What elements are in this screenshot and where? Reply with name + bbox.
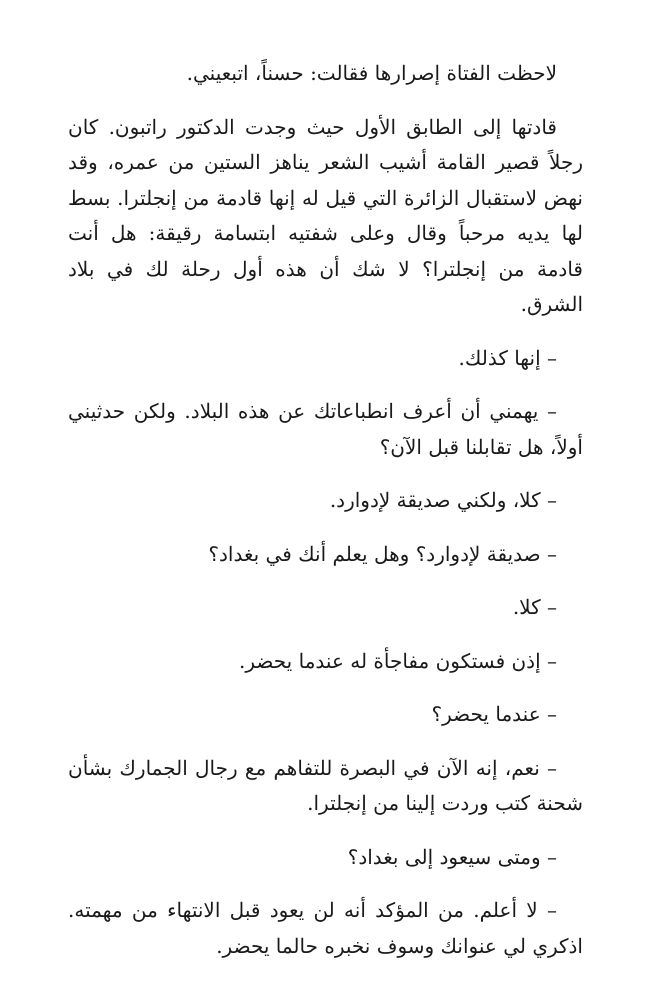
paragraph-12: – لا أعلم. من المؤكد أنه لن يعود قبل الانتهاء من مهمته. اذكري لي عنوانك وسوف نخبره حالما يحضر. (68, 898, 583, 958)
paragraph-4: – يهمني أن أعرف انطباعاتك عن هذه البلاد. ولكن حدثيني أولاً، هل تقابلنا قبل الآن؟ (68, 399, 583, 459)
paragraph-1: لاحظت الفتاة إصرارها فقالت: حسناً، اتبعيني. (186, 61, 557, 85)
paragraph-9: – عندما يحضر؟ (431, 702, 557, 726)
paragraph-6: – صديقة لإدوارد؟ وهل يعلم أنك في بغداد؟ (208, 541, 557, 566)
paragraph-5: – كلا، ولكني صديقة لإدوارد. (329, 488, 557, 512)
paragraph-8: – إذن فستكون مفاجأة له عندما يحضر. (239, 648, 557, 673)
paragraph-3: – إنها كذلك. (458, 345, 557, 370)
document-page (68, 56, 583, 982)
paragraph-7: – كلا. (512, 595, 557, 619)
paragraph-10: – نعم، إنه الآن في البصرة للتفاهم مع رجال الجمارك بشأن شحنة كتب وردت إلينا من إنجلترا. (68, 755, 583, 815)
paragraph-2: قادتها إلى الطابق الأول حيث وجدت الدكتور راتبون. كان رجلاً قصير القامة أشيب الشعر يناهز الستين من عمره، وقد نهض لاستقبال الزائرة التي قيل له إنها قادمة من إنجلترا. بسط لها يديه مرحباً وقال وعلى شفتيه ابتسامة رقيقة: هل أنت قادمة من إنجلترا؟ لا شك أن هذه أول رحلة لك في بلاد الشرق. (68, 114, 583, 316)
paragraph-11: – ومتى سيعود إلى بغداد؟ (347, 844, 557, 869)
